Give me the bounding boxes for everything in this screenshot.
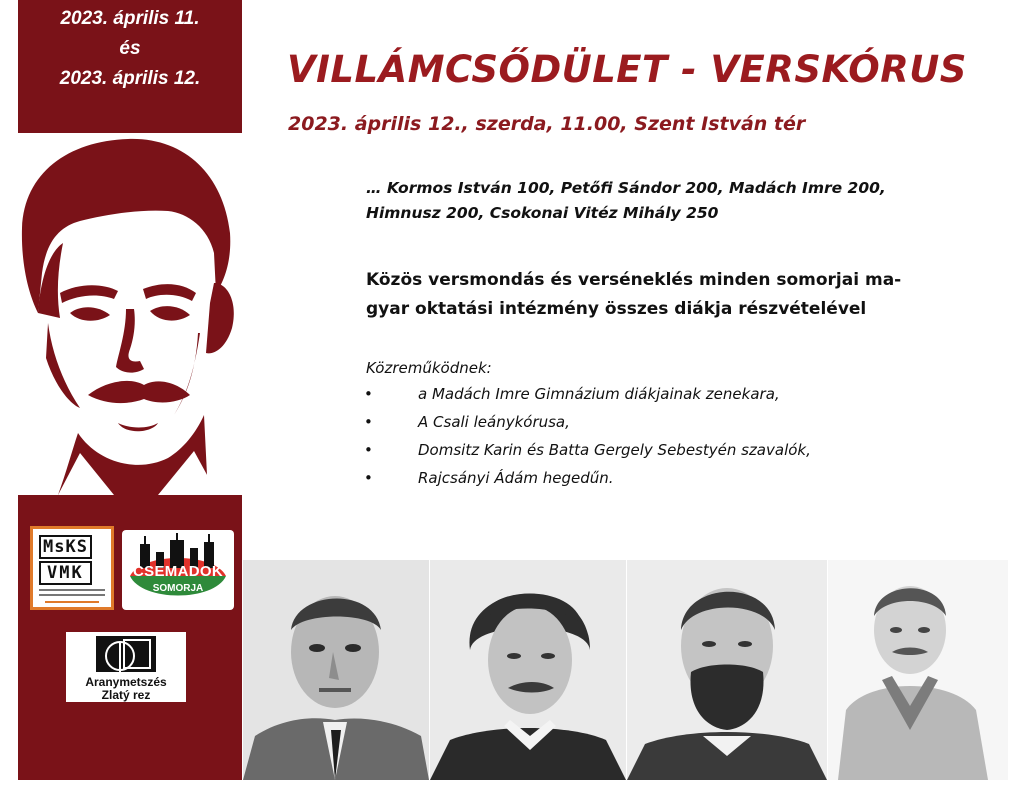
aranymetszes-emblem [66, 632, 186, 676]
date-line-3: 2023. április 12. [59, 68, 201, 89]
contributor-text: a Madách Imre Gimnázium diákjainak zenekara, [418, 385, 780, 403]
aranymetszes-line-1: Aranymetszés [85, 675, 167, 689]
event-title: VILLÁMCSŐDÜLET - VERSKÓRUS [287, 48, 967, 91]
contributors-list [366, 380, 986, 492]
poet-silhouette-portrait [18, 133, 242, 495]
portrait-illustration [828, 560, 1008, 780]
bullet-icon: • [364, 441, 373, 459]
aranymetszes-line-2: Zlatý rez [101, 688, 151, 702]
date-box [18, 0, 242, 133]
msks-logo-text-top: MsKS [39, 535, 92, 559]
msks-logo-text-bottom: VMK [39, 561, 92, 585]
poet-photo-4 [828, 560, 1008, 780]
contributor-text: Rajcsányi Ádám hegedűn. [418, 469, 614, 487]
description-line-2: gyar oktatási intézmény összes diákja részvételével [366, 299, 867, 319]
silhouette-illustration [18, 133, 242, 495]
description-text [366, 266, 976, 324]
bullet-icon: • [364, 413, 373, 431]
bullet-icon: • [364, 385, 373, 403]
portrait-illustration [430, 560, 626, 780]
contributor-text: Domsitz Karin és Batta Gergely Sebestyén szavalók, [418, 441, 811, 459]
contributor-text: A Csali leánykórusa, [418, 413, 570, 431]
csemadok-place: SOMORJA [152, 583, 204, 594]
bullet-icon: • [364, 469, 373, 487]
contributors-section [366, 356, 986, 492]
msks-logo-fineprint [39, 594, 105, 596]
list-item [366, 408, 986, 436]
csemadok-somorja-logo [122, 530, 234, 610]
anniversaries-line-1: … Kormos István 100, Petőfi Sándor 200, Madách Imre 200, [366, 179, 886, 197]
list-item [366, 464, 986, 492]
portrait-illustration [627, 560, 827, 780]
anniversaries-text [366, 176, 986, 226]
poet-photo-2 [430, 560, 626, 780]
poet-photo-1 [243, 560, 429, 780]
portrait-illustration [243, 560, 429, 780]
contributors-heading: Közreműködnek: [366, 359, 492, 377]
list-item [366, 436, 986, 464]
date-line-1: 2023. április 11. [60, 8, 200, 29]
description-line-1: Közös versmondás és verséneklés minden somorjai ma- [366, 270, 902, 290]
poet-photo-3 [627, 560, 827, 780]
date-line-2: és [119, 38, 141, 59]
csemadok-name: CSEMADOK [133, 563, 223, 580]
anniversaries-line-2: Himnusz 200, Csokonai Vitéz Mihály 250 [366, 204, 719, 222]
list-item [366, 380, 986, 408]
msks-logo-fineprint [45, 601, 99, 603]
aranymetszes-logo [66, 632, 186, 702]
event-datetime-location: 2023. április 12., szerda, 11.00, Szent István tér [288, 113, 806, 135]
msks-vmk-logo [30, 526, 114, 610]
msks-logo-fineprint [39, 589, 105, 591]
